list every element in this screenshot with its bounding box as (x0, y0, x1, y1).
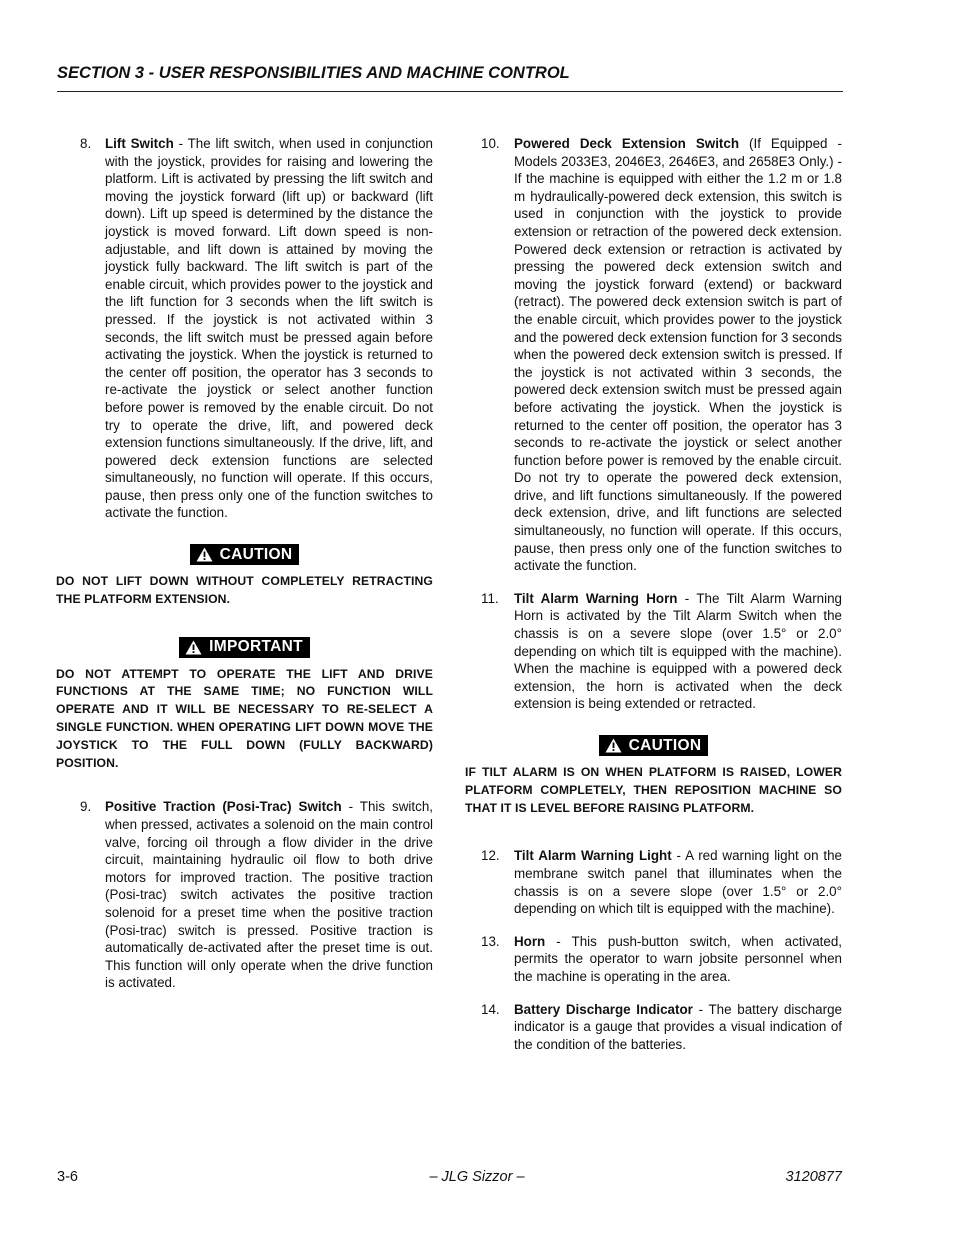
item-body: - A red warning light on the membrane switch panel that illuminates when the chassis is on a severe slope (over 1.5° or 2.0° depending on which tilt is equipped with the machine). (514, 848, 843, 917)
list-item-13 (465, 933, 842, 986)
list-item-9 (56, 798, 433, 992)
item-text (105, 798, 433, 992)
item-text (105, 135, 433, 522)
caution-badge (599, 735, 709, 756)
section-header: SECTION 3 - USER RESPONSIBILITIES AND MACHINE CONTROL (57, 64, 570, 82)
important-label: IMPORTANT (209, 638, 303, 656)
warning-triangle-icon (185, 640, 202, 655)
caution-label: CAUTION (628, 736, 702, 754)
item-body: - The battery discharge indicator is a gauge that provides a visual indication of the condition of the batteries. (514, 1001, 842, 1052)
item-title: Tilt Alarm Warning Horn (514, 590, 678, 606)
item-body: - This push-button switch, when activated, permits the operator to warn jobsite personnel when the machine is operating in the area. (514, 933, 842, 984)
warning-triangle-icon (196, 547, 213, 562)
item-title: Tilt Alarm Warning Light (514, 848, 672, 864)
document-number: 3120877 (785, 1169, 842, 1185)
item-number: 13. (481, 933, 500, 949)
item-title: Positive Traction (Posi-Trac) Switch (105, 799, 342, 815)
item-number: 8. (80, 136, 92, 151)
item-number: 10. (481, 136, 500, 151)
footer-title: – JLG Sizzor – (429, 1169, 525, 1185)
item-body: - The Tilt Alarm Warning Horn is activated by the Tilt Alarm Switch when the chassis is on a severe slope (over 1.5° or 2.0° depending on which tilt is equipped with the machine). When the machine is equipped with a powered deck extension, the horn is activated when the deck extension is being extended or retracted. (514, 590, 842, 712)
caution-text: IF TILT ALARM IS ON WHEN PLATFORM IS RAISED, LOWER PLATFORM COMPLETELY, THEN REPOSITION MACHINE SO THAT IT IS LEVEL BEFORE RAISING PLATFORM. (465, 765, 842, 815)
item-text (514, 1001, 842, 1054)
item-number: 11. (481, 590, 499, 606)
caution-badge-wrap (56, 544, 433, 567)
list-item-10 (465, 135, 842, 575)
item-body: - The lift switch, when used in conjunction with the joystick, provides for raising and lowering the platform. Lift is activated by pressing the lift switch and moving the joystick forward (lift up) or backward (lift down). Lift up speed is determined by the distance the joystick is moved forward. Lift down speed is non-adjustable, and lift down is attained by moving the joystick fully backward. The lift switch is part of the enable circuit, which provides power to the joystick and the lift function for 3 seconds when the lift switch is pressed. If the joystick is not activated within 3 seconds, the lift switch must be pressed again before activating the joystick. When the joystick is returned to the center off position, the operator has 3 seconds to re-activate the joystick or select another function before power is removed by the enable circuit. Do not try to operate the drive, lift, and powered deck extension functions simultaneously. If the drive, lift, and powered deck extension functions are selected simultaneously, no function will operate. If this occurs, pause, then press only one of the function switches to activate the function. (105, 136, 433, 521)
important-badge-wrap (56, 637, 433, 660)
item-text (514, 590, 842, 713)
item-body: - This switch, when pressed, activates a solenoid on the main control valve, forcing oil through a flow divider in the drive circuit, maintaining hydraulic oil flow to both drive motors for improved traction. The positive traction (Posi-trac) switch activates the positive traction solenoid for a preset time when the positive traction (Posi-trac) switch is pressed. Positive traction is automatically de-activated after the preset time is out. This function will only operate when the drive function is activated. (105, 799, 433, 991)
item-title: Powered Deck Extension Switch (514, 136, 739, 151)
item-text (514, 135, 842, 575)
caution-label: CAUTION (219, 545, 293, 563)
item-title: Horn (514, 933, 546, 949)
caution-text: DO NOT LIFT DOWN WITHOUT COMPLETELY RETRACTING THE PLATFORM EXTENSION. (56, 574, 433, 606)
item-text (514, 933, 842, 986)
left-column (56, 135, 433, 1007)
header-rule (57, 91, 843, 92)
item-title: Lift Switch (105, 136, 174, 151)
important-badge (179, 637, 310, 658)
caution-badge-wrap (465, 735, 842, 758)
item-number: 14. (481, 1001, 500, 1017)
right-column (465, 135, 842, 1068)
page-number: 3-6 (57, 1169, 78, 1185)
warning-triangle-icon (605, 738, 622, 753)
list-item-11 (465, 590, 842, 713)
item-text (514, 847, 842, 917)
important-text: DO NOT ATTEMPT TO OPERATE THE LIFT AND DRIVE FUNCTIONS AT THE SAME TIME; NO FUNCTION WILL OPERATE AND IT WILL BE NECESSARY TO RE-SELECT A SINGLE FUNCTION. WHEN OPERATING LIFT DOWN MOVE THE JOYSTICK TO THE FULL DOWN (FULLY BACKWARD) POSITION. (56, 666, 433, 770)
list-item-8 (56, 135, 433, 522)
list-item-12 (465, 847, 842, 917)
item-title: Battery Discharge Indicator (514, 1001, 693, 1017)
list-item-14 (465, 1001, 842, 1054)
item-number: 12. (481, 848, 500, 864)
item-body: (If Equipped - Models 2033E3, 2046E3, 2646E3, and 2658E3 Only.) - If the machine is equipped with either the 1.2 m or 1.8 m hydraulically-powered deck extension, this switch is used in conjunction with the joystick to provide extension or retraction of the powered deck extension. Powered deck extension or retraction is activated by pressing the powered deck extension switch and moving the joystick forward (extend) or backward (retract). The powered deck extension switch is part of the enable circuit, which provides power to the joystick and the powered deck extension function for 3 seconds when the powered deck extension switch is pressed. If the joystick is not activated within 3 seconds, the powered deck extension switch must be pressed again before activating the joystick. When the joystick is returned to the center off position, the operator has 3 seconds to re-activate the joystick or select another function before power is removed by the enable circuit. Do not try to operate the powered deck extension, drive, and lift functions simultaneously. If the powered deck extension, drive, and lift functions are selected simultaneously, no function will operate. If this occurs, pause, then press only one of the function switches to activate the function. (514, 136, 842, 574)
caution-badge (190, 544, 300, 565)
item-number: 9. (80, 799, 92, 815)
